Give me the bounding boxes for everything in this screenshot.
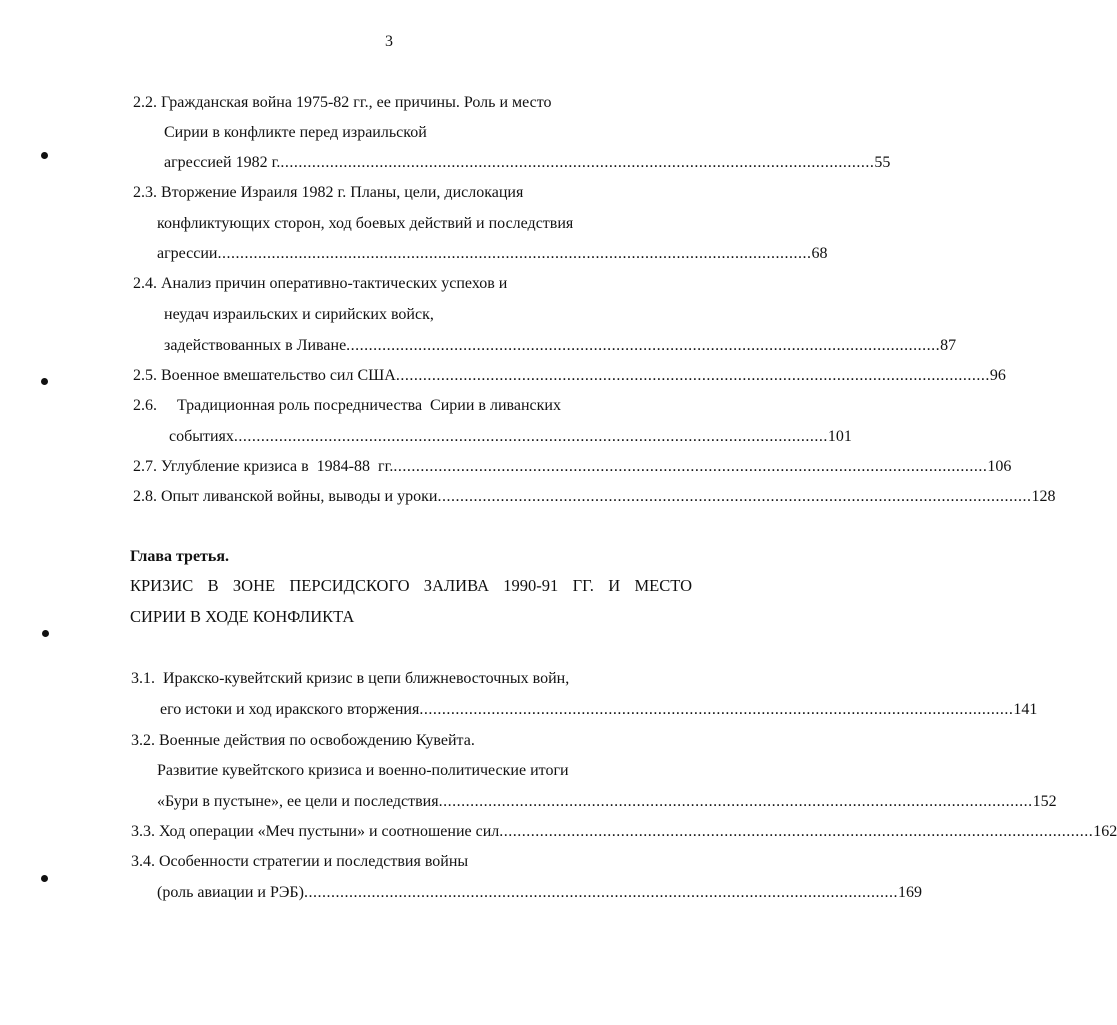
toc-page-number: 152 (1032, 793, 1057, 810)
dot-leader: .................................................................................................................................... (393, 458, 988, 475)
toc-entry-text: 2.6. Традиционная роль посредничества Сирии в ливанских (133, 397, 561, 414)
binder-hole-mark (41, 152, 48, 159)
dot-leader: .................................................................................................................................... (438, 793, 1033, 810)
toc-entry-tail: (роль авиации и РЭБ) (157, 884, 304, 901)
toc-page-number: 106 (987, 458, 1012, 475)
toc-entry-text: 2.4. Анализ причин оперативно-тактических успехов и (133, 275, 508, 292)
toc-entry-text: конфликтующих сторон, ход боевых действий и последствия (157, 215, 574, 232)
page-number: 3 (385, 33, 393, 50)
toc-entry-tail: 2.8. Опыт ливанской войны, выводы и уроки (133, 488, 438, 505)
chapter-title (130, 576, 692, 596)
toc-entry-text: Сирии в конфликте перед израильской (164, 124, 427, 141)
dot-leader: .................................................................................................................................... (217, 245, 812, 262)
toc-entry-text: неудач израильских и сирийских войск, (164, 306, 434, 323)
dot-leader: .................................................................................................................................... (346, 337, 941, 354)
dot-leader: .................................................................................................................................... (499, 823, 1094, 840)
toc-entry-text: 2.2. Гражданская война 1975-82 гг., ее причины. Роль и место (133, 94, 552, 111)
toc-entry-tail: 2.5. Военное вмешательство сил США (133, 367, 396, 384)
chapter-label: Глава третья. (130, 548, 230, 565)
toc-entry-text: 3.4. Особенности стратегии и последствия войны (131, 853, 469, 870)
chapter-title-line: КРИЗИС В ЗОНЕ ПЕРСИДСКОГО ЗАЛИВА 1990-91 ГГ. И МЕСТО (130, 576, 692, 595)
toc-entry-text: Развитие кувейтского кризиса и военно-политические итоги (157, 762, 569, 779)
toc-entry-tail: событиях (169, 428, 234, 445)
toc-entry-text: 3.1. Иракско-кувейтский кризис в цепи ближневосточных войн, (131, 670, 570, 687)
binder-hole-mark (41, 875, 48, 882)
toc-page-number: 141 (1013, 701, 1038, 718)
toc-entry-tail: задействованных в Ливане (164, 337, 347, 354)
toc-entry-tail: агрессии (157, 245, 218, 262)
toc-page-number: 162 (1093, 823, 1117, 840)
dot-leader: .................................................................................................................................... (437, 488, 1032, 505)
toc-entry-tail: 3.3. Ход операции «Меч пустыни» и соотношение сил (131, 823, 500, 840)
toc-entry-tail: «Бури в пустыне», ее цели и последствия (157, 793, 439, 810)
dot-leader: .................................................................................................................................... (233, 428, 828, 445)
dot-leader: .................................................................................................................................... (303, 884, 898, 901)
toc-entry-tail: агрессией 1982 г. (164, 154, 281, 171)
toc-entry-tail: 2.7. Углубление кризиса в 1984-88 гг. (133, 458, 394, 475)
toc-page-number: 96 (989, 367, 1006, 384)
toc-page-number: 55 (874, 154, 891, 171)
dot-leader: .................................................................................................................................... (419, 701, 1014, 718)
toc-page-number: 169 (897, 884, 922, 901)
binder-hole-mark (41, 378, 48, 385)
dot-leader: .................................................................................................................................... (280, 154, 875, 171)
dot-leader: .................................................................................................................................... (395, 367, 990, 384)
toc-page-number: 68 (811, 245, 828, 262)
toc-entry-text: 2.3. Вторжение Израиля 1982 г. Планы, цели, дислокация (133, 184, 524, 201)
toc-entry-text: 3.2. Военные действия по освобождению Кувейта. (131, 732, 475, 749)
toc-page-number: 87 (940, 337, 957, 354)
toc-page-number: 128 (1031, 488, 1056, 505)
toc-page-number: 101 (827, 428, 852, 445)
binder-hole-mark (42, 630, 49, 637)
toc-entry-tail: его истоки и ход иракского вторжения (160, 701, 420, 718)
chapter-title-line: СИРИИ В ХОДЕ КОНФЛИКТА (130, 607, 355, 626)
